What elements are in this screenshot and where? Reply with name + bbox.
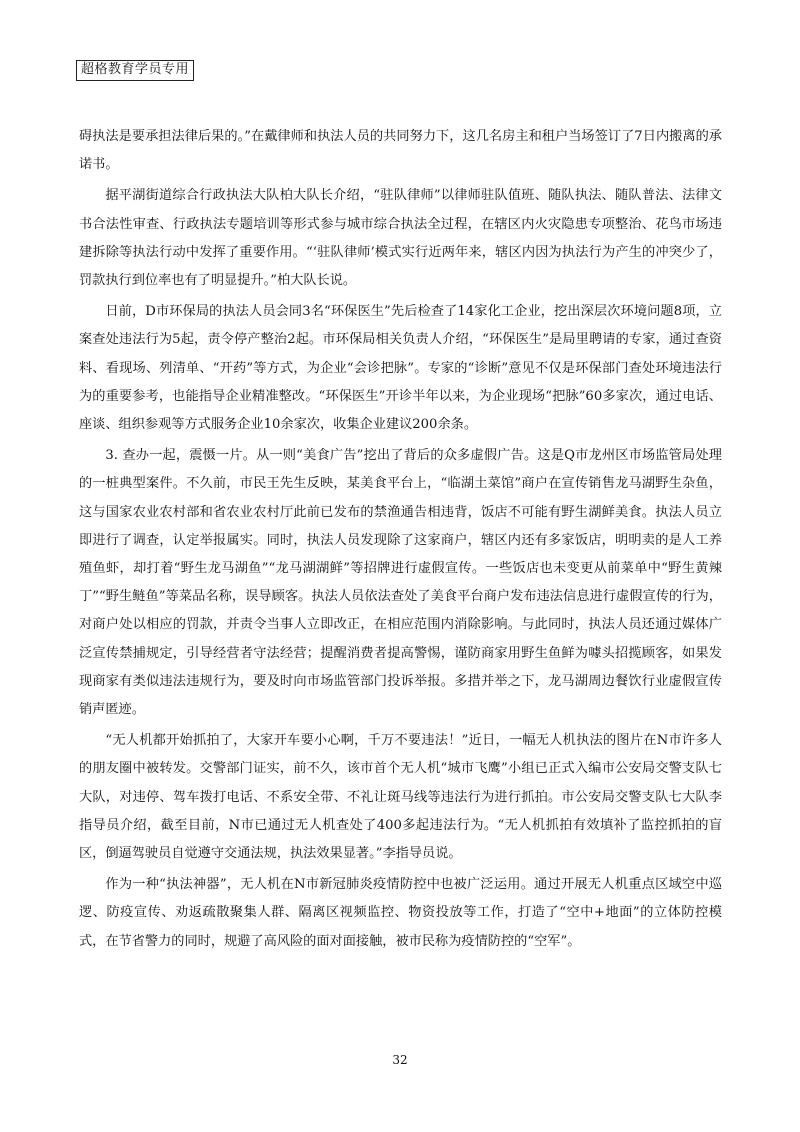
- paragraph-2: 据平湖街道综合行政执法大队柏大队长介绍，“驻队律师”以律师驻队值班、随队执法、随队普法、法律文书合法性审查、行政执法专题培训等形式参与城市综合执法全过程，在辖区内火灾隐患专项整治、花鸟市场违建拆除等执法行动中发挥了重要作用。“‘驻队律师’模式实行近两年来，辖区内因为执法行为产生的冲突少了，罚款执行到位率也有了明显提升。”柏大队长说。: [79, 188, 722, 289]
- document-body: [79, 123, 722, 959]
- page-number: 32: [392, 1053, 408, 1067]
- header-label: 超格教育学员专用: [76, 60, 194, 81]
- paragraph-1: 碍执法是要承担法律后果的。”在戴律师和执法人员的共同努力下，这几名房主和租户当场签订了7日内搬离的承诺书。: [79, 129, 722, 173]
- paragraph-6: 作为一种“执法神器”，无人机在N市新冠肺炎疫情防控中也被广泛运用。通过开展无人机重点区域空中巡逻、防疫宣传、劝返疏散聚集人群、隔离区视频监控、物资投放等工作，打造了“空中+地面”的立体防控模式，在节省警力的同时，规避了高风险的面对面接触，被市民称为疫情防控的“空军”。: [79, 877, 722, 949]
- paragraph-5: “无人机都开始抓拍了，大家开车要小心啊，千万不要违法！”近日，一幅无人机执法的图片在N市许多人的朋友圈中被转发。交警部门证实，前不久，该市首个无人机“城市飞鹰”小组已正式入编市公安局交警支队七大队，对违停、驾车拨打电话、不系安全带、不礼让斑马线等违法行为进行抓拍。市公安局交警支队七大队李指导员介绍，截至目前，N市已通过无人机查处了400多起违法行为。“无人机抓拍有效填补了监控抓拍的盲区，倒逼驾驶员自觉遵守交通法规，执法效果显著。”李指导员说。: [79, 733, 722, 862]
- paragraph-4: 3. 查办一起，震慑一片。从一则“美食广告”挖出了背后的众多虚假广告。这是Q市龙州区市场监管局处理的一桩典型案件。不久前，市民王先生反映，某美食平台上，“临湖土菜馆”商户在宣传销售龙马湖野生杂鱼，这与国家农业农村部和省农业农村厅此前已发布的禁渔通告相违背，饭店不可能有野生湖鲜美食。执法人员立即进行了调查，认定举报属实。同时，执法人员发现除了这家商户，辖区内还有多家饭店，明明卖的是人工养殖鱼虾，却打着“野生龙马湖鱼”“龙马湖湖鲜”等招牌进行虚假宣传。一些饭店也未变更从前菜单中“野生黄辣丁”“野生鲢鱼”等菜品名称，误导顾客。执法人员依法查处了美食平台商户发布违法信息进行虚假宣传的行为，对商户处以相应的罚款，并责令当事人立即改正，在相应范围内消除影响。与此同时，执法人员还通过媒体广泛宣传禁捕规定，引导经营者守法经营；提醒消费者提高警惕，谨防商家用野生鱼鲜为噱头招揽顾客，如果发现商家有类似违法违规行为，要及时向市场监管部门投诉举报。多措并举之下，龙马湖周边餐饮行业虚假宣传销声匿迹。: [79, 448, 722, 718]
- paragraph-3: 日前，D市环保局的执法人员会同3名“环保医生”先后检查了14家化工企业，挖出深层次环境问题8项，立案查处违法行为5起，责令停产整治2起。市环保局相关负责人介绍，“环保医生”是局里聘请的专家，通过查资料、看现场、列清单、“开药”等方式，为企业“会诊把脉”。专家的“诊断”意见不仅是环保部门查处环境违法行为的重要参考，也能指导企业精准整改。“环保医生”开诊半年以来，为企业现场“把脉”60多家次，通过电话、座谈、组织参观等方式服务企业10余家次，收集企业建议200余条。: [79, 304, 722, 433]
